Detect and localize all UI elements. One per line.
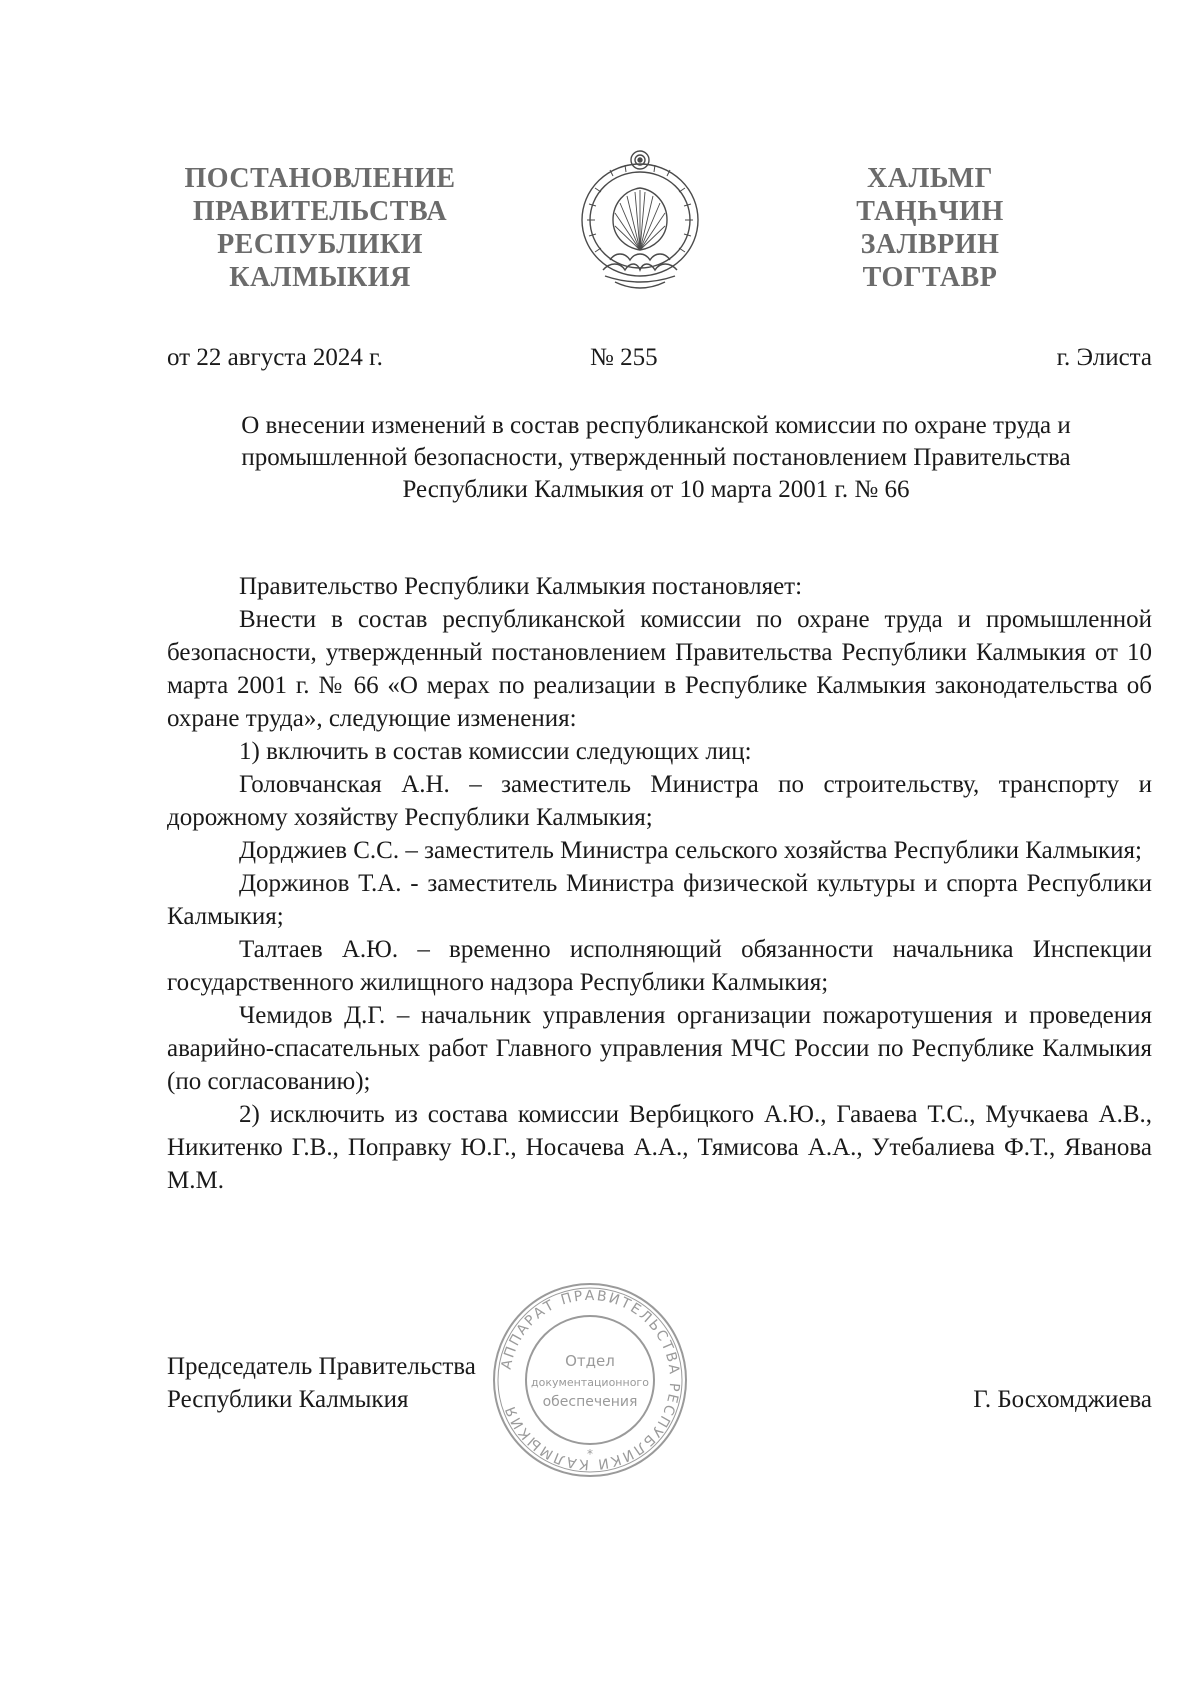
stamp-center-line: Отдел — [565, 1352, 615, 1370]
signature-name: Г. Босхомджиева — [973, 1386, 1152, 1413]
body-paragraph: Дорджиев С.С. – заместитель Министра сельского хозяйства Республики Калмыкия; — [239, 837, 1142, 864]
title-line: Республики Калмыкия от 10 марта 2001 г. № 66 — [402, 476, 910, 503]
body-paragraph: Доржинов Т.А. - заместитель Министра физической культуры и спорта Республики Калмыкия; — [167, 870, 1152, 930]
header-line: ХАЛЬМГ — [867, 163, 993, 194]
coat-of-arms-emblem — [575, 148, 705, 296]
body-paragraph: 2) исключить из состава комиссии Вербицкого А.Ю., Гаваева Т.С., Мучкаева А.В., Никитенко Г.В., Поправку Ю.Г., Носачева А.А., Тямисова А.А., Утебалиева Ф.Т., Яванова М.М. — [167, 1101, 1152, 1194]
document-title — [160, 410, 1152, 506]
header-line: КАЛМЫКИЯ — [229, 262, 411, 293]
header-line: ПОСТАНОВЛЕНИЕ — [184, 163, 456, 194]
header-line: ПРАВИТЕЛЬСТВА — [192, 196, 448, 227]
stamp-center-line: документационного — [531, 1376, 649, 1389]
body-paragraph: Правительство Республики Калмыкия постановляет: — [239, 573, 803, 600]
header-kalmyk — [850, 162, 1010, 294]
header-line: ТАҢҺЧИН — [856, 196, 1004, 227]
title-line: О внесении изменений в состав республиканской комиссии по охране труда и — [241, 412, 1071, 439]
stamp-center-line: обеспечения — [542, 1394, 638, 1410]
document-date: от 22 августа 2024 г. — [167, 344, 383, 371]
body-paragraph: 1) включить в состав комиссии следующих лиц: — [239, 738, 752, 765]
official-stamp — [490, 1280, 690, 1480]
signature-position-line: Республики Калмыкия — [167, 1386, 409, 1413]
signature-position-line: Председатель Правительства — [167, 1353, 476, 1380]
document-body — [167, 570, 1152, 1197]
document-number: № 255 — [590, 344, 658, 371]
body-paragraph: Талтаев А.Ю. – временно исполняющий обязанности начальника Инспекции государственного жилищного надзора Республики Калмыкия; — [167, 936, 1152, 996]
header-russian — [160, 162, 480, 294]
stamp-star-icon: * — [587, 1447, 593, 1461]
stamp-ring-text: АППАРАТ ПРАВИТЕЛЬСТВА РЕСПУБЛИКИ КАЛМЫКИЯ — [498, 1287, 683, 1473]
header-line: ЗАЛВРИН — [860, 229, 1000, 260]
document-city: г. Элиста — [1056, 344, 1152, 371]
body-paragraph: Внести в состав республиканской комиссии по охране труда и промышленной безопасности, утвержденный постановлением Правительства Республики Калмыкия от 10 марта 2001 г. № 66 «О мерах по реализации в Республике Калмыкия законодательства об охране труда», следующие изменения: — [167, 606, 1152, 732]
header-line: РЕСПУБЛИКИ — [217, 229, 423, 260]
header-line: ТОГТАВР — [862, 262, 998, 293]
signature-position — [167, 1350, 476, 1416]
body-paragraph: Чемидов Д.Г. – начальник управления организации пожаротушения и проведения аварийно-спасательных работ Главного управления МЧС России по Республике Калмыкия (по согласованию); — [167, 1002, 1152, 1095]
body-paragraph: Головчанская А.Н. – заместитель Министра по строительству, транспорту и дорожному хозяйству Республики Калмыкия; — [167, 771, 1152, 831]
title-line: промышленной безопасности, утвержденный постановлением Правительства — [241, 444, 1071, 471]
